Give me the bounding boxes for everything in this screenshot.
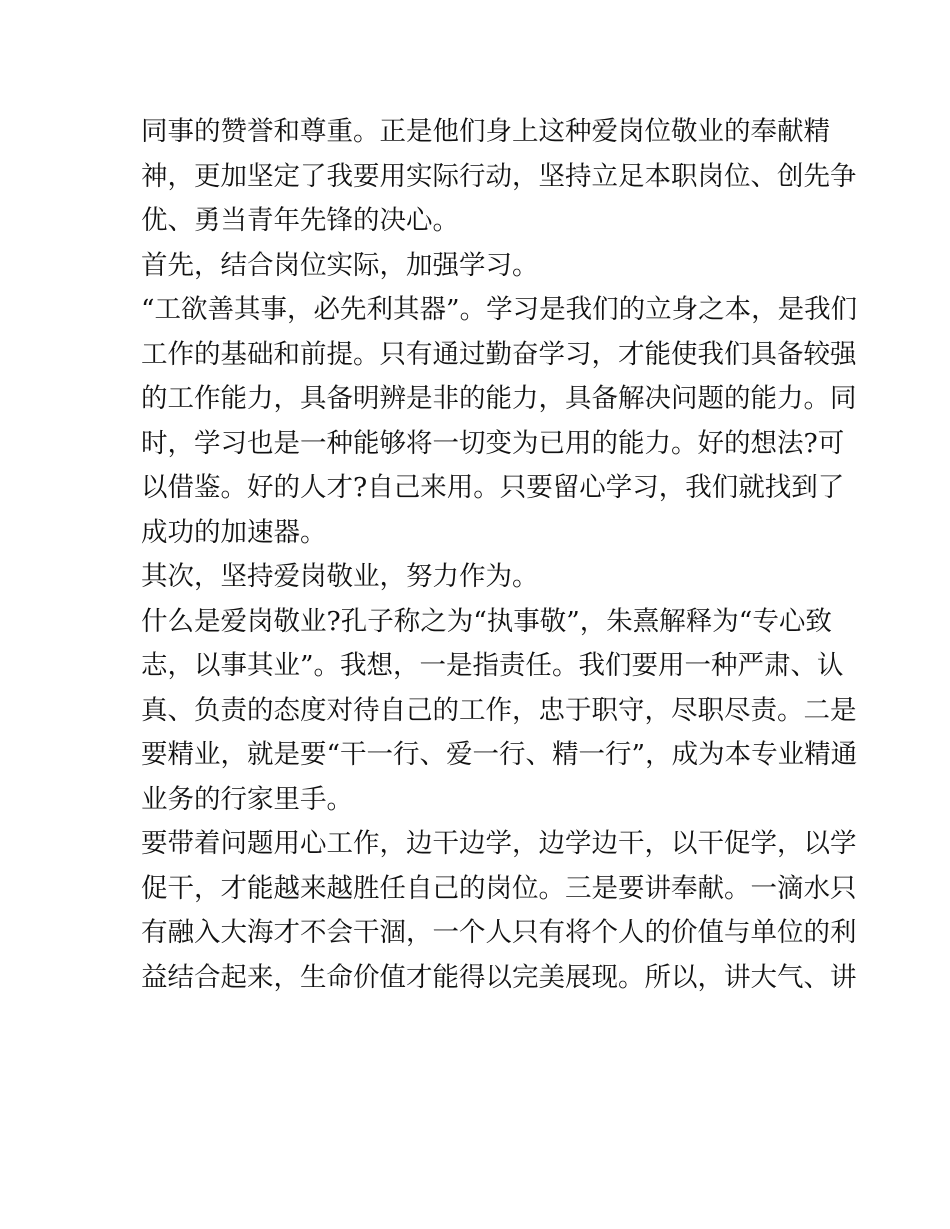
text-line: 什么是爱岗敬业?孔子称之为“执事敬”，朱熹解释为“专心致: [141, 605, 832, 637]
text-line: 以借鉴。好的人才?自己来用。只要留心学习，我们就找到了: [141, 472, 845, 503]
text-line: 要精业，就是要“干一行、爱一行、精一行”，成为本专业精通: [141, 739, 858, 770]
text-line: 时，学习也是一种能够将一切变为已用的能力。好的想法?可: [141, 427, 845, 459]
text-line: 要带着问题用心工作，边干边学，边学边干，以干促学，以学: [141, 828, 857, 859]
text-line: 益结合起来，生命价值才能得以完美展现。所以，讲大气、讲: [141, 961, 857, 993]
text-line: 同事的赞誉和尊重。正是他们身上这种爱岗位敬业的奉献精: [141, 116, 830, 147]
text-line: 神，更加坚定了我要用实际行动，坚持立足本职岗位、创先争: [141, 160, 857, 192]
text-line: 其次，坚持爱岗敬业，努力作为。: [141, 561, 539, 592]
text-line: 成功的加速器。: [141, 516, 327, 548]
text-line: 有融入大海才不会干涸，一个人只有将个人的价值与单位的利: [141, 917, 857, 948]
text-line: 促干，才能越来越胜任自己的岗位。三是要讲奉献。一滴水只: [141, 872, 857, 904]
document-body: [141, 110, 858, 1000]
text-line: “工欲善其事，必先利其器”。学习是我们的立身之本，是我们: [141, 294, 858, 325]
text-line: 首先，结合岗位实际，加强学习。: [141, 249, 539, 281]
text-line: 业务的行家里手。: [141, 783, 353, 815]
text-line: 志，以事其业”。我想，一是指责任。我们要用一种严肃、认: [141, 650, 844, 681]
text-line: 优、勇当青年先锋的决心。: [141, 205, 459, 236]
text-line: 真、负责的态度对待自己的工作，忠于职守，尽职尽责。二是: [141, 694, 857, 726]
text-line: 工作的基础和前提。只有通过勤奋学习，才能使我们具备较强: [141, 338, 857, 370]
text-line: 的工作能力，具备明辨是非的能力，具备解决问题的能力。同: [141, 383, 857, 414]
